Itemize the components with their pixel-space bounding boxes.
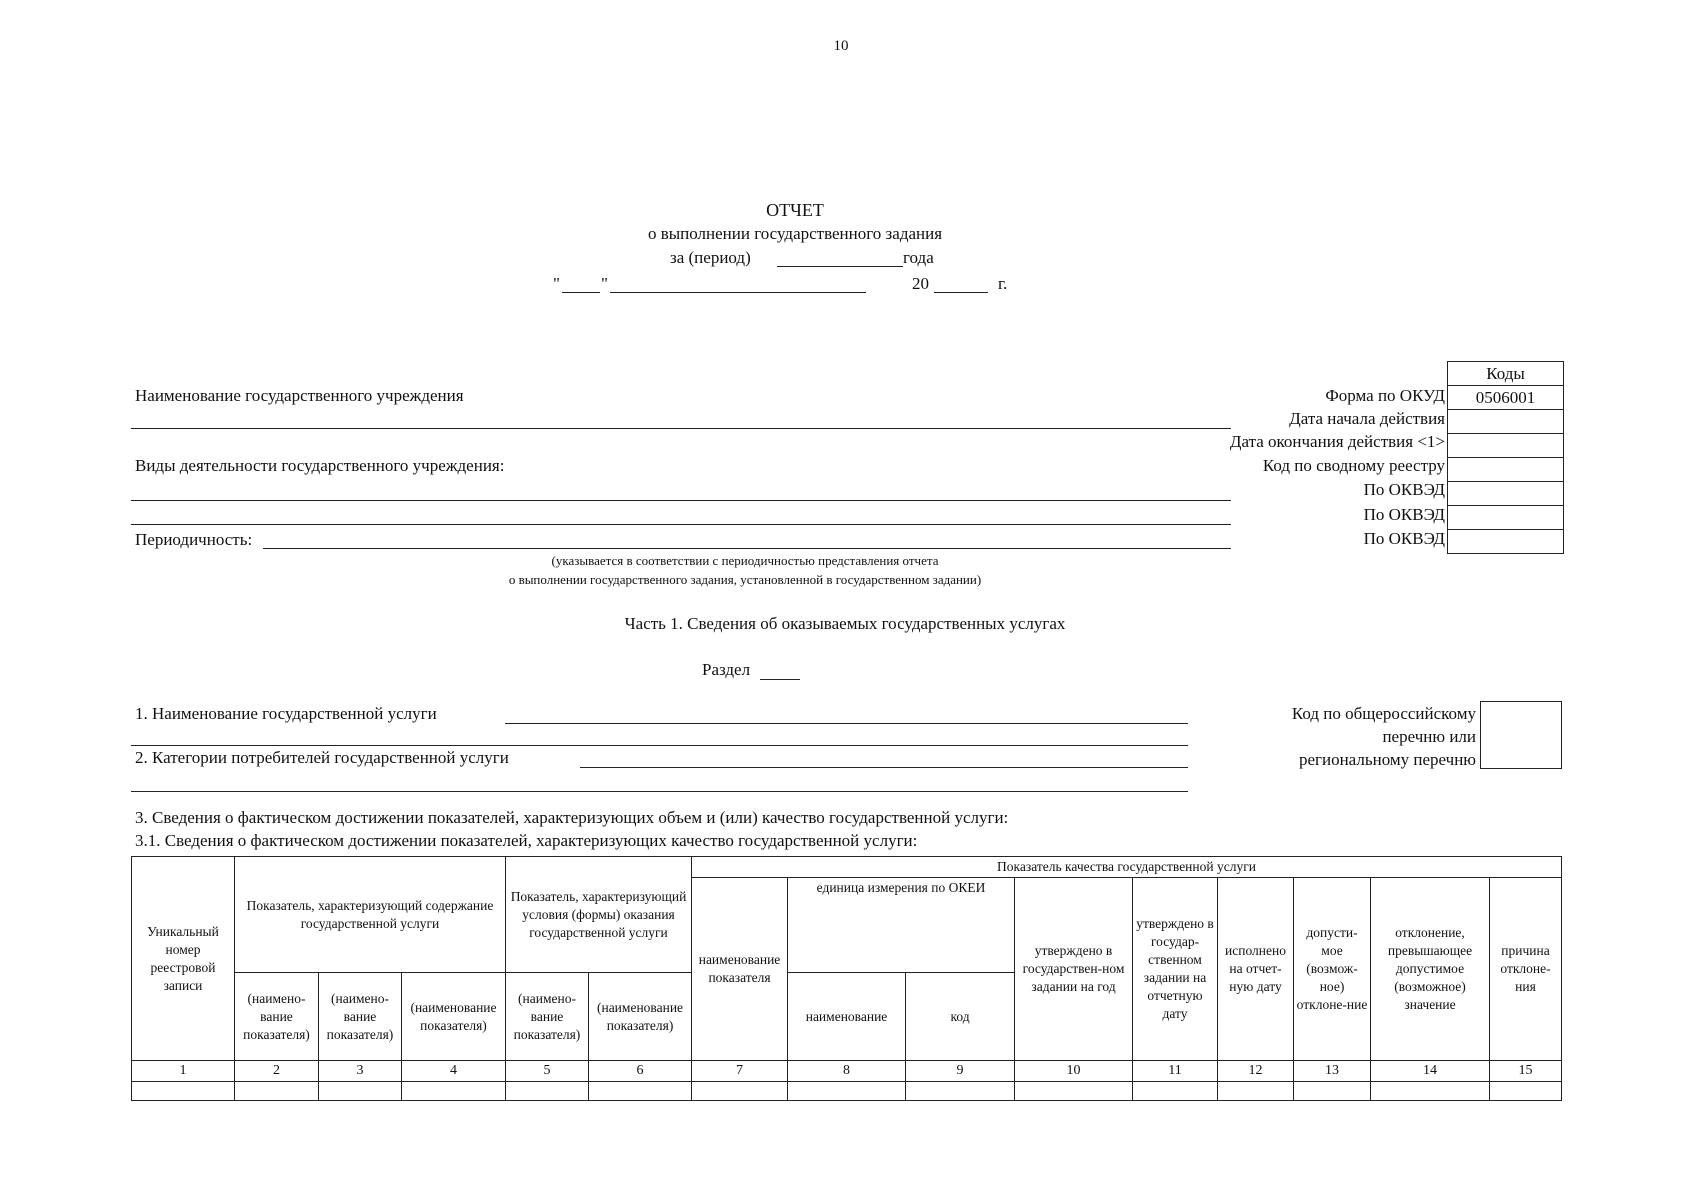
report-subtitle: о выполнении государственного задания bbox=[647, 224, 943, 243]
quality-indicators-table bbox=[131, 856, 1562, 1101]
start-date-cell[interactable] bbox=[1448, 410, 1564, 434]
activity-types-line-2[interactable] bbox=[131, 524, 1231, 525]
header-unit-okei: единица измерения по ОКЕИ bbox=[788, 878, 1015, 973]
periodicity-hint-1: (указывается в соответствии с периодичностью представления отчета bbox=[551, 553, 939, 568]
data-cell[interactable] bbox=[788, 1082, 906, 1101]
header-conditions-sub-2: (наименование показателя) bbox=[589, 973, 692, 1061]
period-input-line[interactable] bbox=[777, 266, 903, 267]
header-unit-code: код bbox=[906, 973, 1015, 1061]
header-executed-date: исполнено на отчет-ную дату bbox=[1218, 878, 1294, 1061]
column-number: 14 bbox=[1371, 1061, 1490, 1082]
registry-list-code-box[interactable] bbox=[1480, 701, 1562, 769]
header-content-sub-2: (наимено-вание показателя) bbox=[319, 973, 402, 1061]
activity-types-line-1[interactable] bbox=[131, 500, 1231, 501]
period-suffix: года bbox=[903, 248, 934, 267]
date-quote-open: " bbox=[553, 274, 560, 293]
column-number: 7 bbox=[692, 1061, 788, 1082]
start-date-label: Дата начала действия bbox=[1289, 409, 1445, 428]
column-number: 15 bbox=[1490, 1061, 1562, 1082]
periodicity-hint-2: о выполнении государственного задания, установленной в государственном задании) bbox=[508, 572, 982, 587]
part-title: Часть 1. Сведения об оказываемых государственных услугах bbox=[624, 614, 1066, 633]
codes-header: Коды bbox=[1448, 362, 1564, 386]
section-label: Раздел bbox=[702, 660, 751, 679]
column-number: 11 bbox=[1133, 1061, 1218, 1082]
year-prefix: 20 bbox=[912, 274, 929, 293]
column-number: 5 bbox=[506, 1061, 589, 1082]
data-cell[interactable] bbox=[1133, 1082, 1218, 1101]
month-input-line[interactable] bbox=[610, 292, 866, 293]
info-line-3: 3. Сведения о фактическом достижении показателей, характеризующих объем и (или) качество государственной услуги: bbox=[135, 808, 1009, 827]
service-name-line-2[interactable] bbox=[131, 745, 1188, 746]
header-content-sub-3: (наименование показателя) bbox=[402, 973, 506, 1061]
periodicity-line[interactable] bbox=[263, 548, 1231, 549]
data-cell[interactable] bbox=[1015, 1082, 1133, 1101]
okved-label-1: По ОКВЭД bbox=[1363, 480, 1445, 499]
end-date-cell[interactable] bbox=[1448, 434, 1564, 458]
header-content-sub-1: (наимено-вание показателя) bbox=[235, 973, 319, 1061]
day-input-line[interactable] bbox=[562, 292, 600, 293]
data-cell[interactable] bbox=[235, 1082, 319, 1101]
data-cell[interactable] bbox=[1371, 1082, 1490, 1101]
column-number: 6 bbox=[589, 1061, 692, 1082]
okud-code-cell[interactable]: 0506001 bbox=[1448, 386, 1564, 410]
code-label-3: региональному перечню bbox=[1298, 750, 1476, 769]
okved-label-2: По ОКВЭД bbox=[1363, 505, 1445, 524]
column-number: 9 bbox=[906, 1061, 1015, 1082]
report-title: ОТЧЕТ bbox=[766, 200, 824, 220]
date-quote-close: " bbox=[601, 274, 608, 293]
okved-label-3: По ОКВЭД bbox=[1363, 529, 1445, 548]
column-number: 4 bbox=[402, 1061, 506, 1082]
okved-cell-3[interactable] bbox=[1448, 530, 1564, 554]
periodicity-label: Периодичность: bbox=[135, 530, 253, 549]
codes-table bbox=[1447, 361, 1564, 554]
header-unit-name: наименование bbox=[788, 973, 906, 1061]
header-unique-number: Уникальный номер реестровой записи bbox=[132, 857, 235, 1061]
activity-types-label: Виды деятельности государственного учреждения: bbox=[135, 456, 505, 475]
year-suffix: г. bbox=[998, 274, 1008, 293]
service-name-label: 1. Наименование государственной услуги bbox=[135, 704, 437, 723]
okved-cell-1[interactable] bbox=[1448, 482, 1564, 506]
code-label-1: Код по общероссийскому bbox=[1291, 704, 1476, 723]
header-conditions-indicator: Показатель, характеризующий условия (формы) оказания государственной услуги bbox=[506, 857, 692, 973]
period-label: за (период) bbox=[670, 248, 751, 267]
institution-name-line[interactable] bbox=[131, 428, 1231, 429]
column-number: 3 bbox=[319, 1061, 402, 1082]
column-number: 8 bbox=[788, 1061, 906, 1082]
data-cell[interactable] bbox=[1294, 1082, 1371, 1101]
institution-name-label: Наименование государственного учреждения bbox=[135, 386, 464, 405]
header-approved-year: утверждено в государствен-ном задании на год bbox=[1015, 878, 1133, 1061]
column-number: 1 bbox=[132, 1061, 235, 1082]
data-cell[interactable] bbox=[589, 1082, 692, 1101]
section-number-line[interactable] bbox=[760, 679, 800, 680]
code-label-2: перечню или bbox=[1382, 727, 1476, 746]
data-cell[interactable] bbox=[319, 1082, 402, 1101]
page-number: 10 bbox=[833, 38, 849, 54]
end-date-label: Дата окончания действия <1> bbox=[1229, 432, 1445, 451]
data-cell[interactable] bbox=[402, 1082, 506, 1101]
service-name-line-1[interactable] bbox=[505, 723, 1188, 724]
year-input-line[interactable] bbox=[934, 292, 988, 293]
data-cell[interactable] bbox=[906, 1082, 1015, 1101]
column-number: 2 bbox=[235, 1061, 319, 1082]
header-excess-deviation: отклонение, превышающее допустимое (возможное) значение bbox=[1371, 878, 1490, 1061]
data-cell[interactable] bbox=[132, 1082, 235, 1101]
consumer-categories-label: 2. Категории потребителей государственной услуги bbox=[135, 748, 509, 767]
header-conditions-sub-1: (наимено-вание показателя) bbox=[506, 973, 589, 1061]
okud-label: Форма по ОКУД bbox=[1325, 386, 1445, 405]
header-allowed-deviation: допусти-мое (возмож-ное) отклоне-ние bbox=[1294, 878, 1371, 1061]
column-number: 10 bbox=[1015, 1061, 1133, 1082]
okved-cell-2[interactable] bbox=[1448, 506, 1564, 530]
data-cell[interactable] bbox=[1490, 1082, 1562, 1101]
data-cell[interactable] bbox=[506, 1082, 589, 1101]
header-quality-indicator: Показатель качества государственной услуги bbox=[692, 857, 1562, 878]
header-indicator-name: наименование показателя bbox=[692, 878, 788, 1061]
header-content-indicator: Показатель, характеризующий содержание государственной услуги bbox=[235, 857, 506, 973]
consumer-categories-line-1[interactable] bbox=[580, 767, 1188, 768]
header-approved-date: утверждено в государ-ственном задании на отчетную дату bbox=[1133, 878, 1218, 1061]
header-deviation-reason: причина отклоне-ния bbox=[1490, 878, 1562, 1061]
registry-code-cell[interactable] bbox=[1448, 458, 1564, 482]
registry-code-label: Код по сводному реестру bbox=[1262, 456, 1445, 475]
consumer-categories-line-2[interactable] bbox=[131, 791, 1188, 792]
data-cell[interactable] bbox=[692, 1082, 788, 1101]
column-number: 12 bbox=[1218, 1061, 1294, 1082]
data-cell[interactable] bbox=[1218, 1082, 1294, 1101]
info-line-3-1: 3.1. Сведения о фактическом достижении показателей, характеризующих качество государственной услуги: bbox=[135, 831, 918, 850]
column-number: 13 bbox=[1294, 1061, 1371, 1082]
